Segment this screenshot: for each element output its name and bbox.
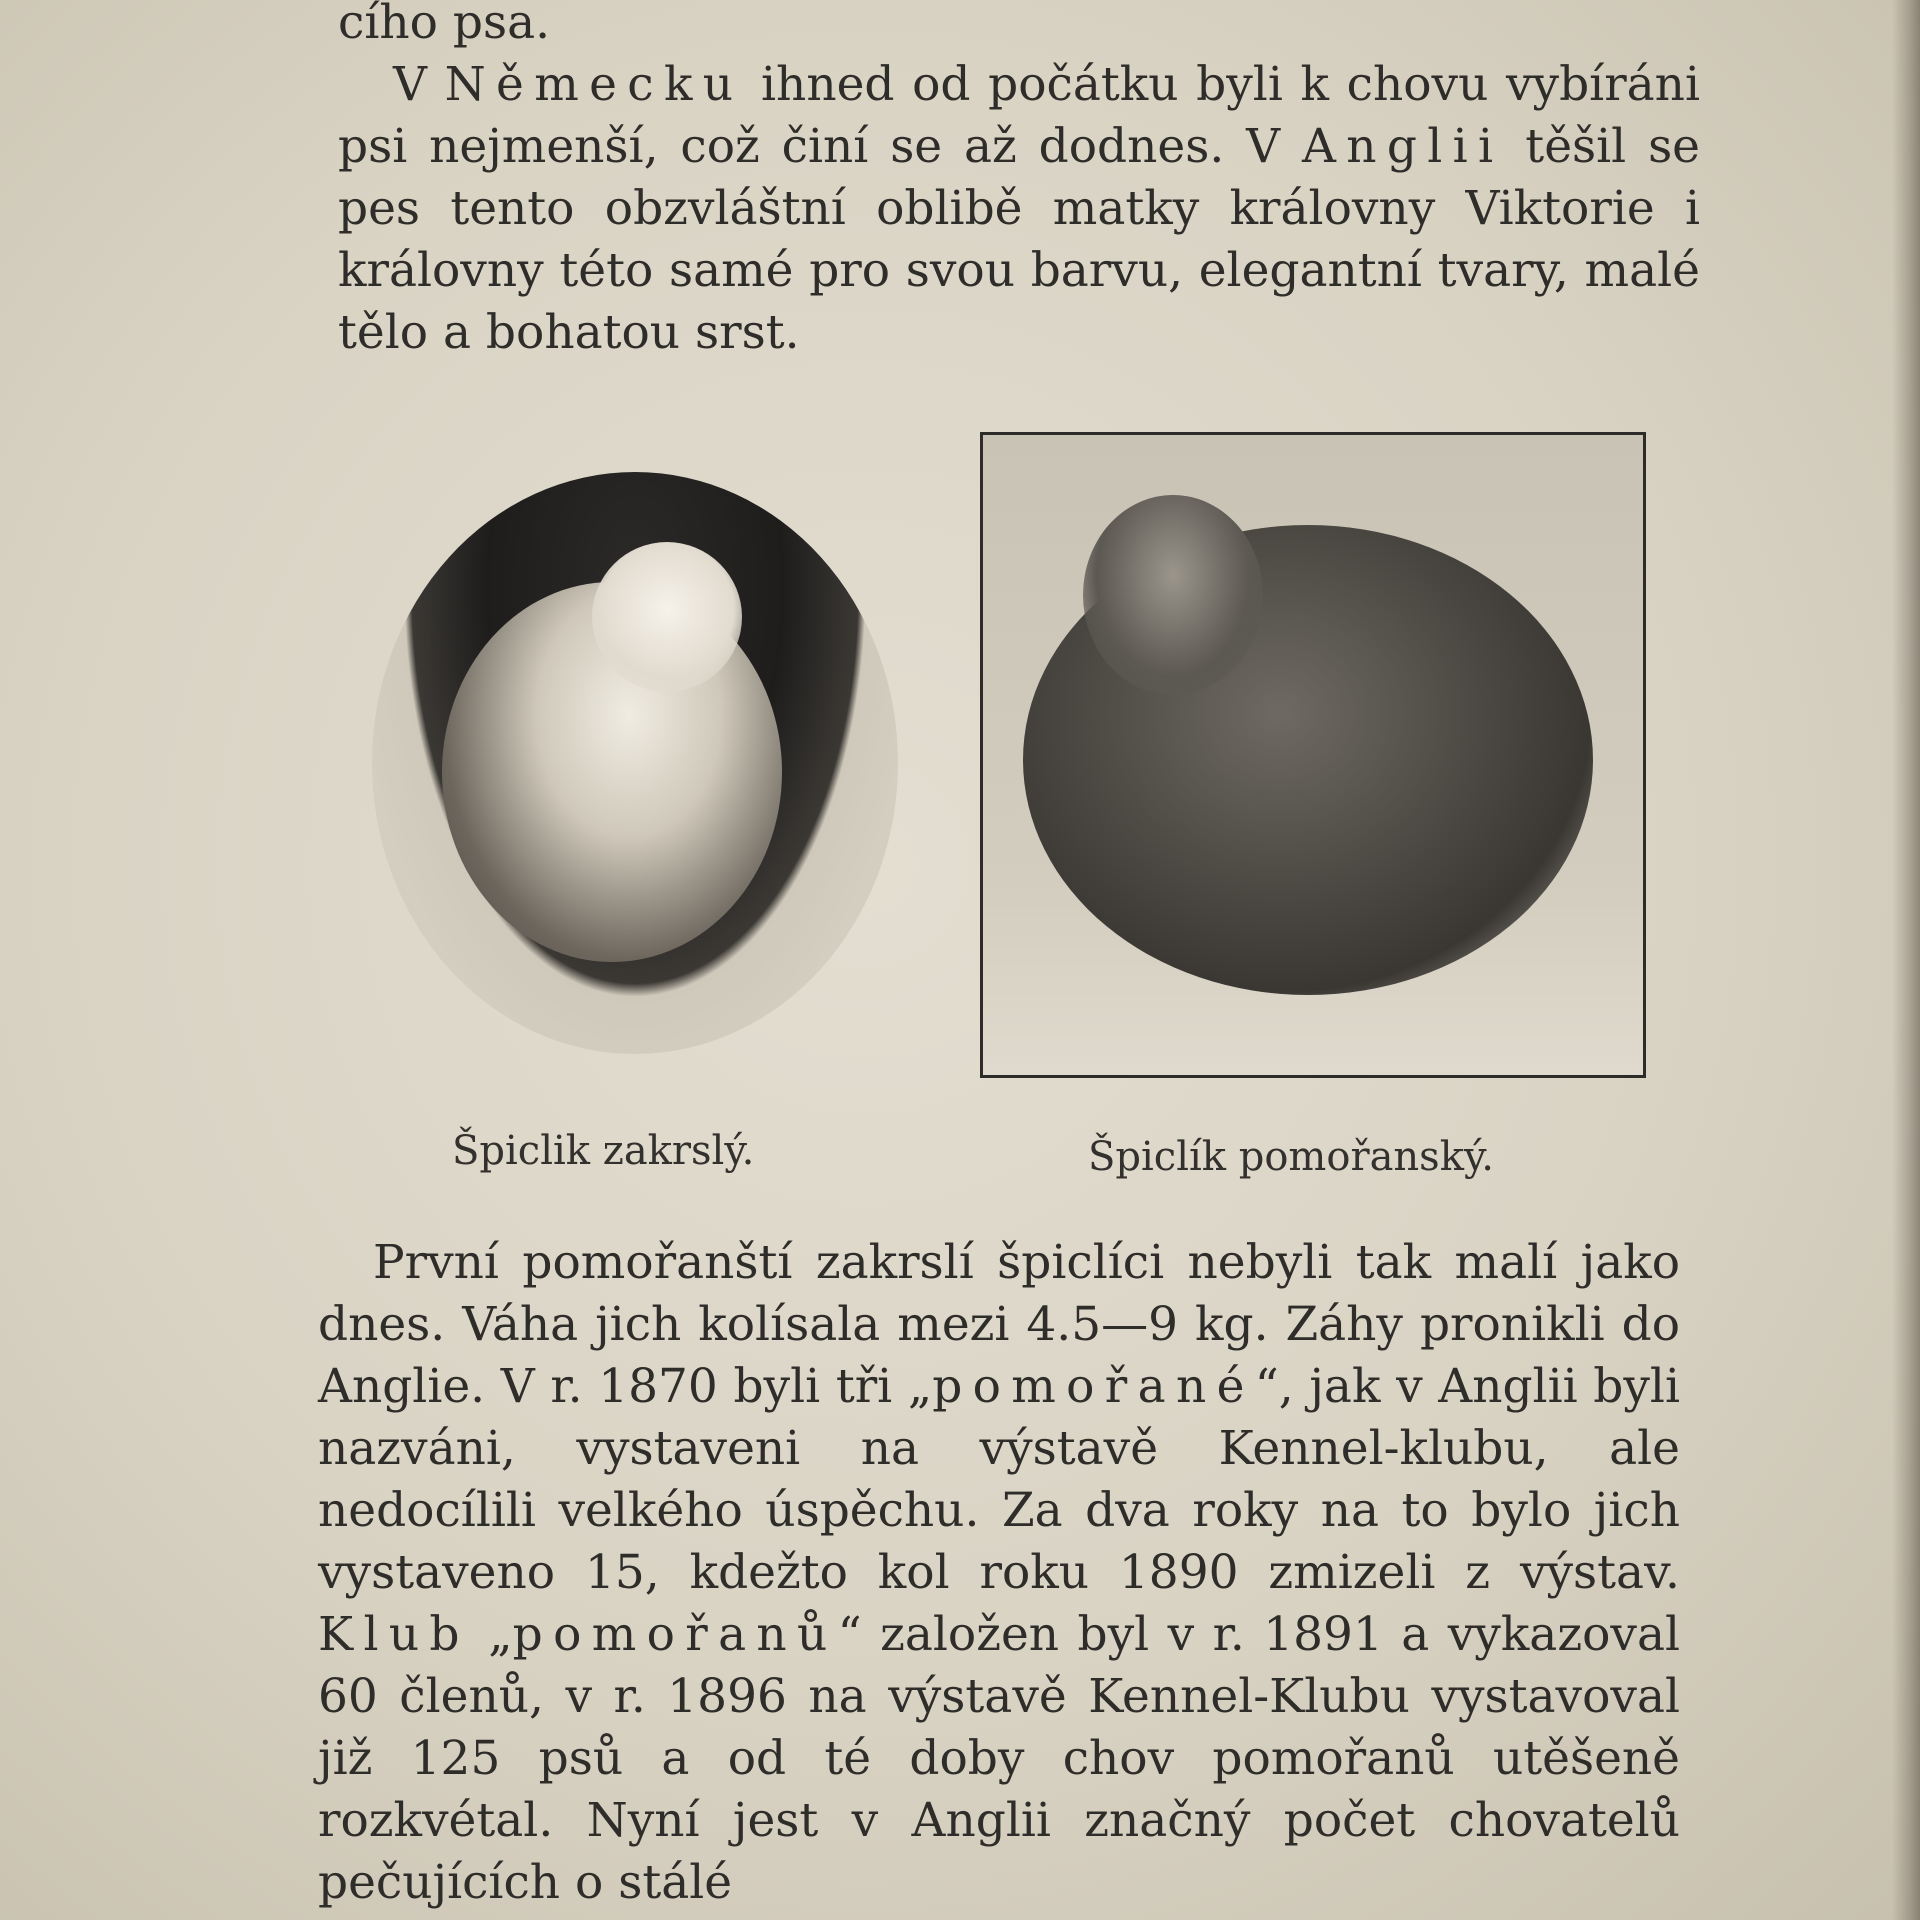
top-country-england: Anglii (1301, 119, 1504, 174)
pomeranian-head-shape (1083, 495, 1263, 695)
dwarf-spitz-photo (372, 472, 898, 1054)
bottom-para-part4: “ založen byl v r. 1891 a vykazoval 60 členů, v r. 1896 na výstavě Kennel-Klubu vystavoval již 125 psů a od té doby chov pomořanů utěšeně rozkvétal. Nyní jest v Anglii značný počet chovatelů pečujících o stálé (318, 1607, 1680, 1910)
top-paragraph (338, 54, 1700, 364)
top-country-germany: Německu (444, 57, 744, 112)
bottom-paragraph (318, 1232, 1680, 1914)
top-line-fragment: cího psa. (338, 0, 551, 50)
right-figure-caption: Špiclík pomořanský. (1088, 1134, 1494, 1180)
left-figure-caption: Špiclik zakrslý. (452, 1128, 755, 1174)
top-para-prefix: V (393, 57, 445, 112)
term-pomorane: pomořané (932, 1359, 1255, 1414)
term-pomoranu: pomořanů (512, 1607, 838, 1662)
top-text-block (338, 0, 1700, 364)
bottom-para-part2: “, jak v Anglii byli nazváni, vystaveni na výstavě Kennel-klubu, ale nedocílili velkého úspěchu. Za dva roky na to bylo jich vystaveno 15, kdežto kol roku 1890 zmizeli z výstav. (318, 1359, 1680, 1600)
pomeranian-spitz-photo (980, 432, 1646, 1078)
bottom-para-part3: „ (469, 1607, 513, 1662)
term-klub: Klub (318, 1607, 470, 1662)
top-para-mid: ihned od počátku byli k chovu vybíráni psi nejmenší, což činí se až dodnes. V (338, 57, 1700, 174)
bottom-text-block (318, 1232, 1680, 1914)
dwarf-spitz-head-shape (592, 542, 742, 692)
top-para-rest: těšil se pes tento obzvláštní oblibě matky královny Viktorie i královny této samé pro svou barvu, elegantní tvary, malé tělo a bohatou srst. (338, 119, 1700, 360)
bottom-para-part1: První pomořanští zakrslí špiclíci nebyli tak malí jako dnes. Váha jich kolísala mezi 4.5—9 kg. Záhy pronikli do Anglie. V r. 1870 byli tři „ (318, 1235, 1680, 1414)
page-binding-shadow (1892, 0, 1920, 1920)
